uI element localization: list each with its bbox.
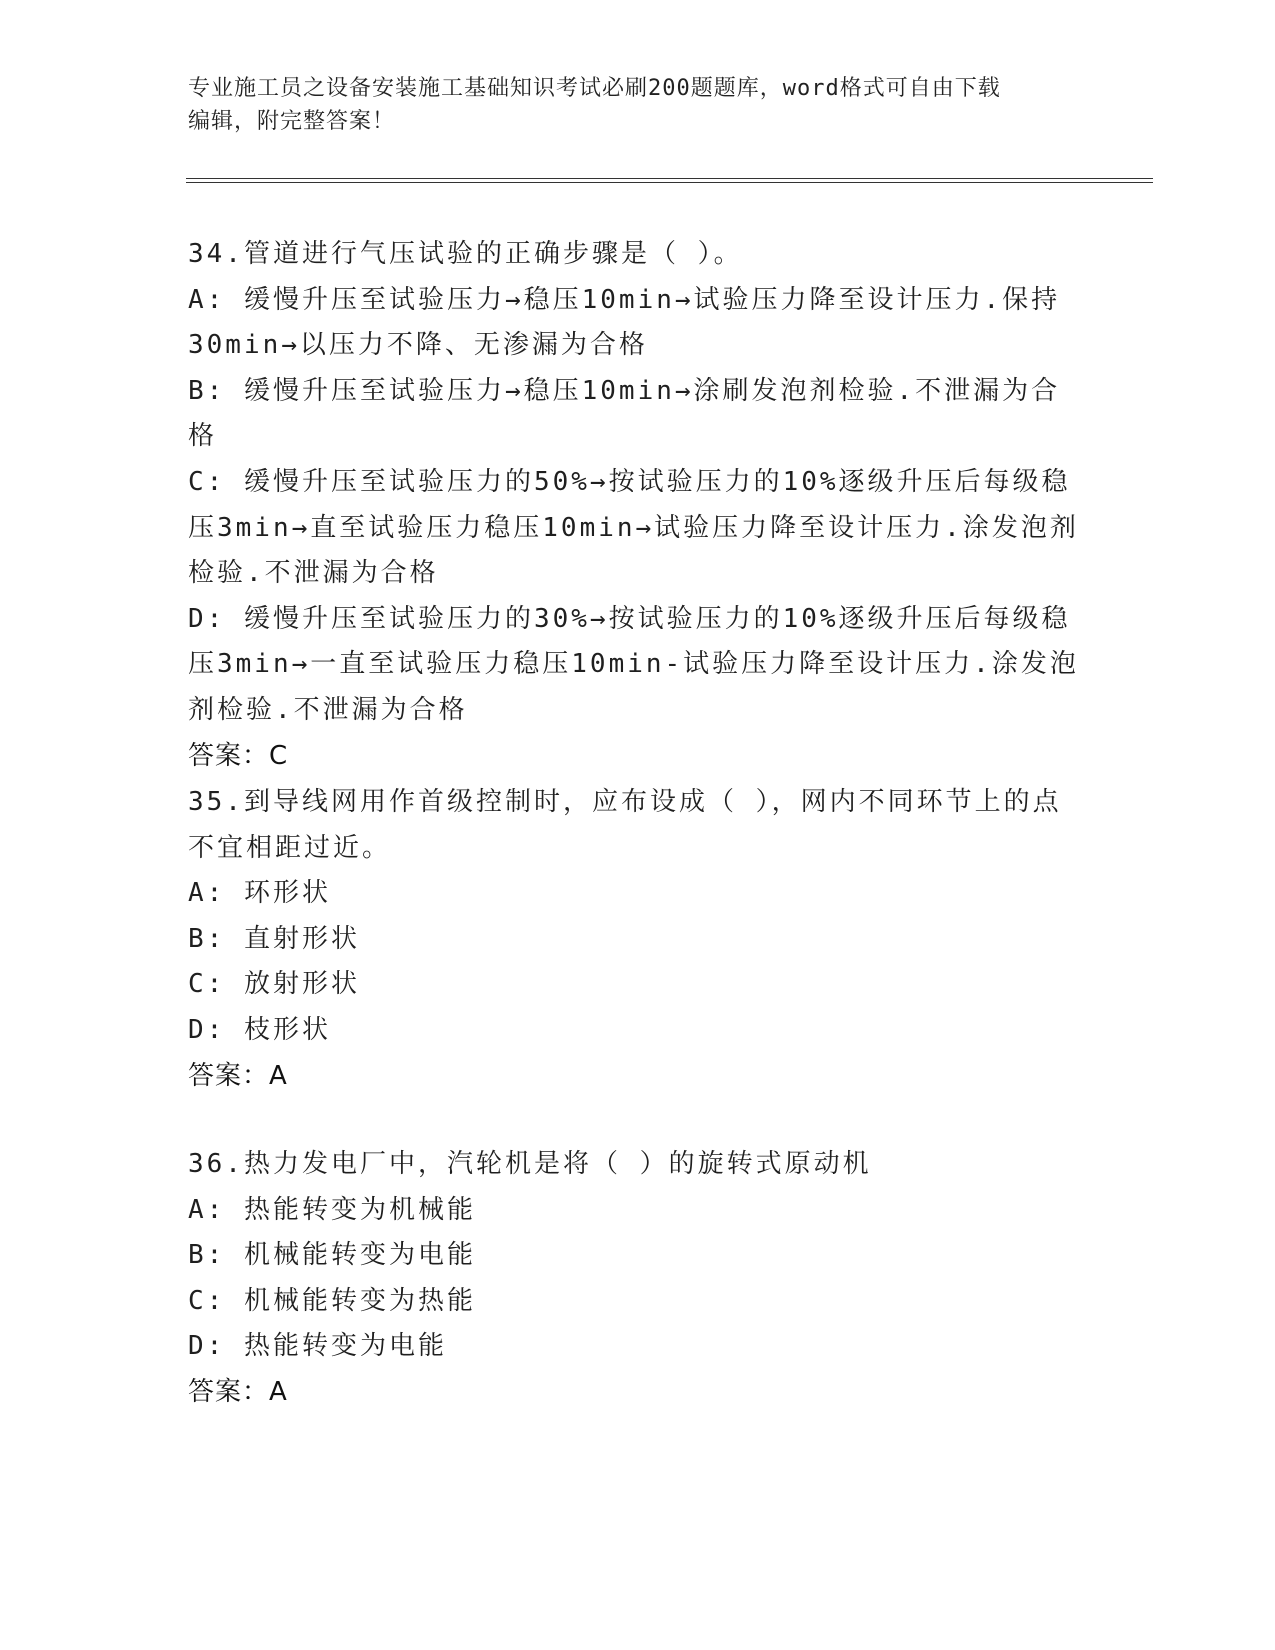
- option-d-line-1: D: 缓慢升压至试验压力的30%→按试验压力的10%逐级升压后每级稳: [188, 603, 1071, 634]
- question-34: [188, 232, 1088, 779]
- option-b: B: 机械能转变为电能: [188, 1240, 476, 1271]
- option-b: B: 直射形状: [188, 923, 360, 954]
- header-rule-bottom: [186, 182, 1153, 183]
- question-stem: 36.热力发电厂中，汽轮机是将（ ）的旋转式原动机: [188, 1149, 872, 1179]
- question-stem-line-2: 不宜相距过近。: [188, 832, 392, 863]
- option-d-line-3: 剂检验.不泄漏为合格: [188, 694, 468, 725]
- question-stem-line-1: 35.到导线网用作首级控制时，应布设成（ ），网内不同环节上的点: [188, 787, 1062, 817]
- header-line-1: 专业施工员之设备安装施工基础知识考试必刷200题题库，word格式可自由下载: [188, 76, 1001, 101]
- option-d: D: 枝形状: [188, 1014, 331, 1045]
- option-c: C: 机械能转变为热能: [188, 1285, 476, 1316]
- option-a-line-2: 30min→以压力不降、无渗漏为合格: [188, 330, 648, 361]
- option-d: D: 热能转变为电能: [188, 1331, 447, 1362]
- option-c: C: 放射形状: [188, 969, 360, 1000]
- answer-line: 答案：A: [188, 1060, 288, 1091]
- option-a-line-1: A: 缓慢升压至试验压力→稳压10min→试验压力降至设计压力.保持: [188, 284, 1061, 315]
- question-35: [188, 780, 1088, 1099]
- answer-line: 答案：A: [188, 1376, 288, 1407]
- question-36: [188, 1142, 1088, 1416]
- option-a: A: 热能转变为机械能: [188, 1194, 476, 1225]
- document-header: [188, 72, 1088, 138]
- answer-line: 答案：C: [188, 740, 289, 771]
- header-line-2: 编辑，附完整答案！: [188, 109, 396, 134]
- option-c-line-2: 压3min→直至试验压力稳压10min→试验压力降至设计压力.涂发泡剂: [188, 512, 1079, 543]
- question-stem: 34.管道进行气压试验的正确步骤是（ ）。: [188, 239, 743, 269]
- option-c-line-1: C: 缓慢升压至试验压力的50%→按试验压力的10%逐级升压后每级稳: [188, 466, 1071, 497]
- option-b-line-1: B: 缓慢升压至试验压力→稳压10min→涂刷发泡剂检验.不泄漏为合格: [188, 375, 1061, 452]
- option-c-line-3: 检验.不泄漏为合格: [188, 558, 439, 589]
- header-rule-top: [186, 178, 1153, 179]
- option-a: A: 环形状: [188, 878, 331, 909]
- option-d-line-2: 压3min→一直至试验压力稳压10min-试验压力降至设计压力.涂发泡: [188, 649, 1079, 680]
